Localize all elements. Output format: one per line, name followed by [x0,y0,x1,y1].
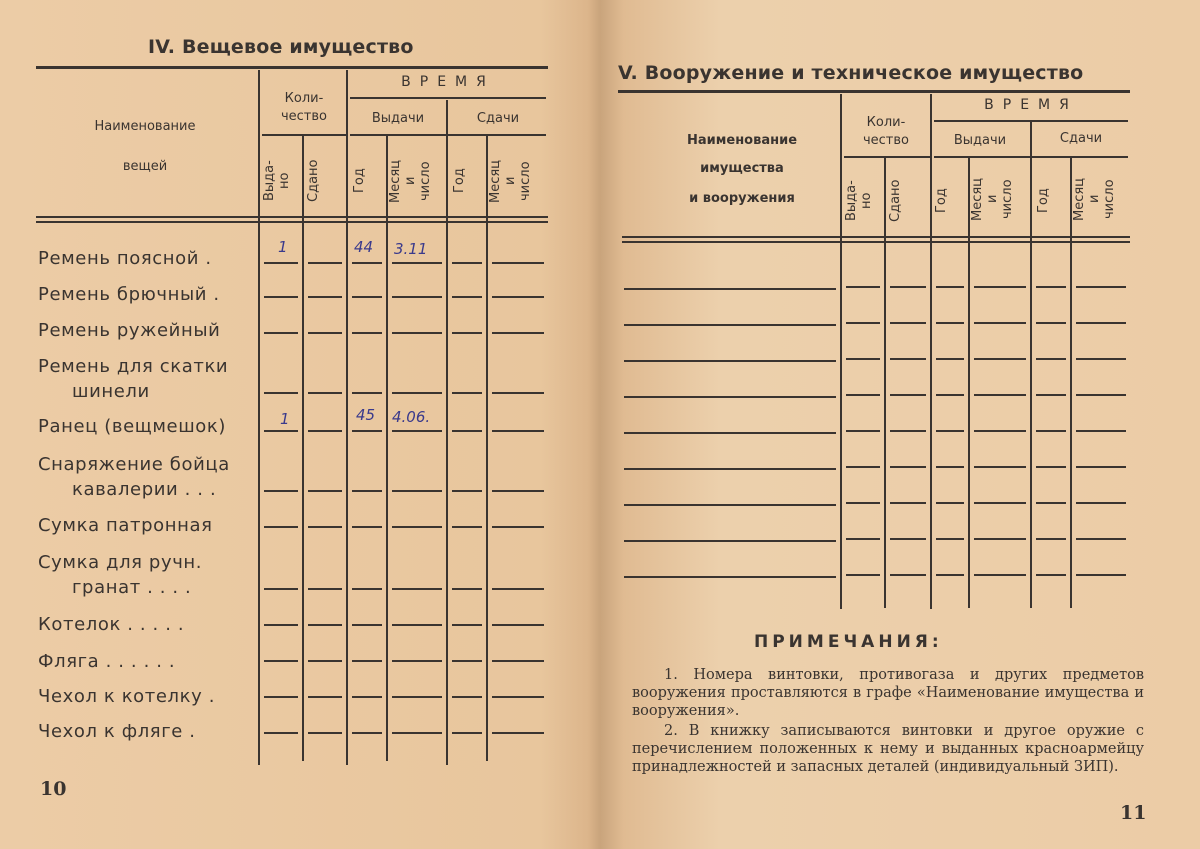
col-divider [840,94,842,609]
name-fill-line [624,468,836,470]
issue-year-header: Год [934,188,949,214]
fill-line [846,358,880,360]
fill-line [264,430,298,432]
fill-line [352,262,382,264]
time-header: ВРЕМЯ [984,97,1078,113]
fill-line [452,262,482,264]
header-bottom-rule-2 [36,221,548,223]
col-divider [930,94,932,609]
fill-line [936,502,964,504]
fill-line [264,296,298,298]
fill-line [352,660,382,662]
fill-line [846,574,880,576]
header-bottom-rule [622,236,1130,238]
fill-line [1036,574,1066,576]
return-header: Сдачи [1059,131,1103,146]
right-page [604,0,1200,849]
name-fill-line [624,288,836,290]
fill-line [308,588,342,590]
header-bottom-rule-2 [622,241,1130,243]
item-label: Сумка для ручн. [38,552,203,573]
item-belt-greatcoat [38,354,260,404]
col-divider [446,100,448,765]
hw-qty-row1: 1 [278,238,288,256]
hw-year-row1: 44 [354,238,374,256]
notes-title: ПРИМЕЧАНИЯ: [754,632,943,652]
fill-line [352,430,382,432]
fill-line [492,732,544,734]
issue-return-rule [350,134,546,136]
fill-line [452,732,482,734]
name-header-line1: Наименование [686,133,798,148]
return-month-header: Месяц и число [1072,177,1117,221]
fill-line [974,394,1026,396]
fill-line [492,430,544,432]
fill-line [974,358,1026,360]
fill-line [1036,538,1066,540]
issue-header: Выдачи [371,111,425,126]
issue-header: Выдачи [953,133,1007,148]
fill-line [1076,574,1126,576]
fill-line [1036,502,1066,504]
fill-line [936,430,964,432]
hw-qty-row5: 1 [280,410,290,428]
fill-line [308,430,342,432]
section-iv-title: IV. Вещевое имущество [148,36,414,58]
fill-line [452,296,482,298]
fill-line [352,296,382,298]
fill-line [890,394,926,396]
title-rule [618,90,1130,93]
fill-line [264,624,298,626]
fill-line [308,696,342,698]
fill-line [936,538,964,540]
header-bottom-rule [36,216,548,218]
fill-line [264,660,298,662]
page-number-right: 11 [1120,802,1147,824]
hw-year-row5: 45 [356,406,376,424]
fill-line [846,322,880,324]
fill-line [264,526,298,528]
fill-line [492,392,544,394]
fill-line [936,394,964,396]
note-2: 2. В книжку записываются винтовки и другое оружие с перечислением положенных к нему и выданных красноармейцу принадлежностей и запасных деталей (индивидуальный ЗИП). [632,723,1144,775]
fill-line [492,332,544,334]
fill-line [492,296,544,298]
item-label: Ремень ружейный [38,320,221,341]
fill-line [452,332,482,334]
quantity-rule [262,134,346,136]
item-label: Ремень брючный . [38,284,220,305]
fill-line [352,526,382,528]
fill-line [264,332,298,334]
fill-line [452,696,482,698]
fill-line [392,392,442,394]
fill-line [392,526,442,528]
fill-line [492,696,544,698]
returned-col-header: Сдано [888,179,903,223]
item-belt-waist [38,246,260,271]
issue-month-header: Месяц и число [970,177,1015,221]
fill-line [392,296,442,298]
section-v-title: V. Вооружение и техническое имущество [618,62,1084,84]
quantity-header-line2: чество [280,109,327,124]
fill-line [890,502,926,504]
fill-line [308,732,342,734]
fill-line [890,322,926,324]
quantity-header-line1: Коли- [866,115,906,130]
fill-line [308,392,342,394]
fill-line [452,660,482,662]
fill-line [1036,466,1066,468]
fill-line [1036,286,1066,288]
fill-line [846,538,880,540]
item-backpack [38,414,260,439]
fill-line [452,624,482,626]
fill-line [392,332,442,334]
item-flask-cover [38,719,260,744]
fill-line [1036,358,1066,360]
item-grenade-pouch [38,550,260,600]
fill-line [264,490,298,492]
return-header: Сдачи [476,111,520,126]
col-divider [386,136,388,761]
fill-line [974,574,1026,576]
item-label: Ремень поясной . [38,248,212,269]
fill-line [392,660,442,662]
returned-col-header: Сдано [306,159,321,203]
fill-line [974,502,1026,504]
item-cartridge-pouch [38,513,260,538]
hw-date-row1: 3.11 [394,240,428,258]
fill-line [1076,358,1126,360]
fill-line [890,430,926,432]
item-label-cont: кавалерии . . . [72,479,217,500]
return-month-header: Месяц и число [488,159,533,203]
fill-line [1076,502,1126,504]
name-header-line2: имущества [700,161,784,176]
fill-line [452,430,482,432]
fill-line [264,732,298,734]
fill-line [352,624,382,626]
fill-line [452,526,482,528]
fill-line [890,538,926,540]
fill-line [846,502,880,504]
quantity-header-line2: чество [862,133,909,148]
fill-line [392,624,442,626]
fill-line [974,430,1026,432]
issued-col-header: Выда- но [844,180,874,222]
quantity-rule [844,156,930,158]
fill-line [846,286,880,288]
name-fill-line [624,396,836,398]
fill-line [1036,430,1066,432]
fill-line [392,262,442,264]
fill-line [974,322,1026,324]
fill-line [492,588,544,590]
fill-line [392,732,442,734]
name-header-line1: Наименование [94,119,196,134]
fill-line [890,466,926,468]
fill-line [264,392,298,394]
fill-line [308,262,342,264]
fill-line [846,430,880,432]
fill-line [492,660,544,662]
fill-line [392,430,442,432]
item-label: Ранец (вещмешок) [38,416,226,437]
name-fill-line [624,360,836,362]
name-header-line2: вещей [122,159,168,174]
fill-line [936,358,964,360]
issued-col-header: Выда- но [262,160,292,202]
fill-line [492,526,544,528]
item-label: Котелок . . . . . [38,614,185,635]
col-divider [486,136,488,761]
fill-line [452,588,482,590]
fill-line [890,286,926,288]
fill-line [308,332,342,334]
fill-line [1076,322,1126,324]
item-label: Снаряжение бойца [38,454,230,475]
fill-line [936,322,964,324]
fill-line [936,466,964,468]
fill-line [352,332,382,334]
item-label-cont: гранат . . . . [72,577,192,598]
fill-line [452,392,482,394]
name-fill-line [624,504,836,506]
fill-line [392,490,442,492]
return-year-header: Год [452,168,467,194]
fill-line [264,262,298,264]
col-divider [884,158,886,608]
item-flask [38,649,260,674]
fill-line [1036,394,1066,396]
item-label: Сумка патронная [38,515,213,536]
name-fill-line [624,576,836,578]
fill-line [936,286,964,288]
item-belt-rifle [38,318,260,343]
fill-line [1076,466,1126,468]
item-mess-tin-cover [38,684,260,709]
item-label: Чехол к фляге . [38,721,196,742]
page-number-left: 10 [40,778,67,800]
name-fill-line [624,324,836,326]
fill-line [492,490,544,492]
name-fill-line [624,540,836,542]
fill-line [492,262,544,264]
col-divider [1070,158,1072,608]
name-header-line3: и вооружения [689,191,795,206]
fill-line [392,696,442,698]
fill-line [974,466,1026,468]
fill-line [352,732,382,734]
left-page [0,0,596,849]
item-belt-trouser [38,282,260,307]
return-year-header: Год [1036,188,1051,214]
item-label: Ремень для скатки [38,356,229,377]
item-label: Фляга . . . . . . [38,651,176,672]
fill-line [352,588,382,590]
fill-line [846,466,880,468]
fill-line [392,588,442,590]
col-divider [968,158,970,608]
col-divider [302,136,304,761]
fill-line [890,358,926,360]
col-divider [346,70,348,765]
fill-line [890,574,926,576]
item-label-cont: шинели [72,381,150,402]
fill-line [264,588,298,590]
fill-line [492,624,544,626]
fill-line [974,538,1026,540]
time-header: ВРЕМЯ [401,74,495,90]
fill-line [308,624,342,626]
fill-line [308,296,342,298]
fill-line [1076,430,1126,432]
hw-date-row5: 4.06. [392,408,431,426]
fill-line [1076,394,1126,396]
item-mess-tin [38,612,260,637]
fill-line [308,660,342,662]
issue-year-header: Год [352,168,367,194]
fill-line [846,394,880,396]
note-1: 1. Номера винтовки, противогаза и других предметов вооружения проставляются в графе «Наименование имущества и вооружения». [632,667,1144,719]
fill-line [308,490,342,492]
item-cavalry-gear [38,452,260,502]
fill-line [352,392,382,394]
fill-line [352,490,382,492]
fill-line [308,526,342,528]
col-divider [1030,122,1032,608]
title-rule [36,66,548,69]
fill-line [1036,322,1066,324]
item-label: Чехол к котелку . [38,686,216,707]
time-rule [350,97,546,99]
quantity-header-line1: Коли- [284,91,324,106]
fill-line [936,574,964,576]
fill-line [264,696,298,698]
issue-month-header: Месяц и число [388,159,433,203]
fill-line [452,490,482,492]
fill-line [1076,538,1126,540]
name-fill-line [624,432,836,434]
fill-line [1076,286,1126,288]
fill-line [352,696,382,698]
fill-line [974,286,1026,288]
